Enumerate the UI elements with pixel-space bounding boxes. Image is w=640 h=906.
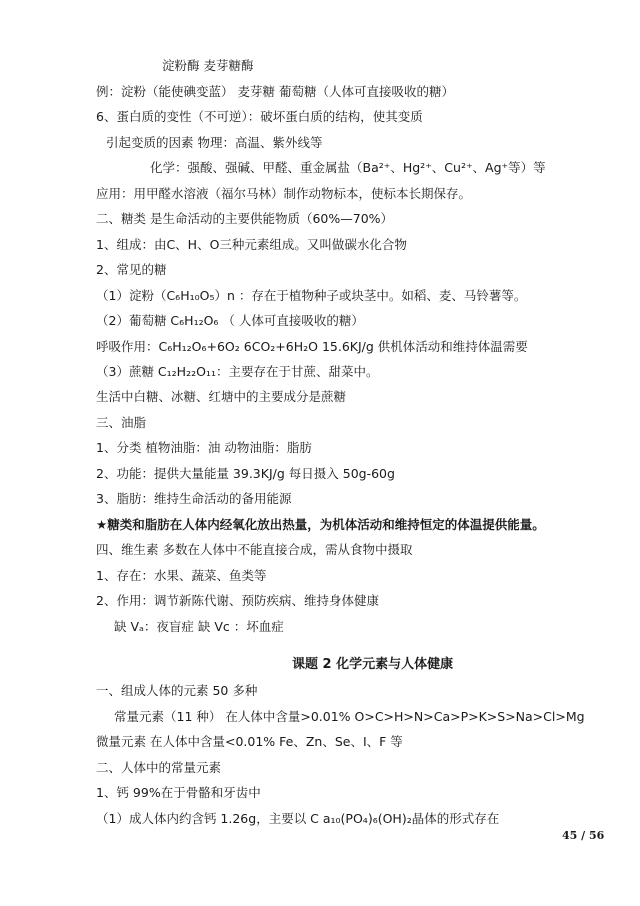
text-line: 1、存在：水果、蔬菜、鱼类等 bbox=[96, 568, 267, 583]
section-heading: 四、维生素 多数在人体中不能直接合成，需从食物中摄取 bbox=[96, 542, 413, 557]
text-line: 例：淀粉（能使碘变蓝） 麦芽糖 葡萄糖（人体可直接吸收的糖） bbox=[96, 84, 454, 99]
section-heading: 一、组成人体的元素 50 多种 bbox=[96, 683, 258, 698]
text-line: 6、蛋白质的变性（不可逆）：破坏蛋白质的结构，使其变质 bbox=[96, 109, 423, 124]
section-heading: 二、人体中的常量元素 bbox=[96, 760, 222, 775]
text-line: 应用：用甲醛水溶液（福尔马林）制作动物标本，使标本长期保存。 bbox=[96, 186, 472, 201]
text-line: 1、钙 99%在于骨骼和牙齿中 bbox=[96, 785, 261, 800]
text-line: （2）葡萄糖 C₆H₁₂O₆ （ 人体可直接吸收的糖） bbox=[96, 313, 364, 328]
page-number: 45 / 56 bbox=[562, 829, 605, 842]
key-point: ★糖类和脂肪在人体内经氧化放出热量，为机体活动和维持恒定的体温提供能量。 bbox=[96, 517, 545, 532]
section-heading: 三、油脂 bbox=[96, 415, 147, 430]
text-line: 微量元素 在人体中含量<0.01% Fe、Zn、Se、I、F 等 bbox=[96, 734, 403, 749]
text-line: 缺 Vₐ：夜盲症 缺 Vc ：坏血症 bbox=[114, 619, 284, 634]
text-line: 2、功能：提供大量能量 39.3KJ/g 每日摄入 50g-60g bbox=[96, 466, 395, 481]
text-line: （3）蔗糖 C₁₂H₂₂O₁₁：主要存在于甘蔗、甜菜中。 bbox=[96, 364, 379, 379]
lesson-title: 课题 2 化学元素与人体健康 bbox=[292, 657, 454, 672]
text-line: （1）成人体内约含钙 1.26g，主要以 C a₁₀(PO₄)₆(OH)₂晶体的形式存在 bbox=[96, 811, 500, 826]
text-line: （1）淀粉（C₆H₁₀O₅）n ：存在于植物种子或块茎中。如稻、麦、马铃薯等。 bbox=[96, 288, 527, 303]
text-line: 常量元素（11 种） 在人体中含量>0.01% O>C>H>N>Ca>P>K>S>Na>Cl>Mg bbox=[114, 709, 585, 724]
text-line: 淀粉酶 麦芽糖酶 bbox=[162, 58, 254, 73]
text-line: 3、脂肪：维持生命活动的备用能源 bbox=[96, 491, 292, 506]
text-line: 呼吸作用：C₆H₁₂O₆+6O₂ 6CO₂+6H₂O 15.6KJ/g 供机体活动和维持体温需要 bbox=[96, 339, 528, 354]
text-line: 引起变质的因素 物理：高温、紫外线等 bbox=[106, 135, 323, 150]
text-line: 1、分类 植物油脂：油 动物油脂：脂肪 bbox=[96, 440, 312, 455]
text-line: 2、作用：调节新陈代谢、预防疾病、维持身体健康 bbox=[96, 593, 379, 608]
text-line: 化学：强酸、强碱、甲醛、重金属盐（Ba²⁺、Hg²⁺、Cu²⁺、Ag⁺等）等 bbox=[150, 160, 546, 175]
text-line: 2、常见的糖 bbox=[96, 262, 167, 277]
text-line: 生活中白糖、冰糖、红塘中的主要成分是蔗糖 bbox=[96, 389, 347, 404]
text-line: 1、组成：由C、H、O三种元素组成。又叫做碳水化合物 bbox=[96, 237, 407, 252]
section-heading: 二、糖类 是生命活动的主要供能物质（60%—70%） bbox=[96, 211, 394, 226]
